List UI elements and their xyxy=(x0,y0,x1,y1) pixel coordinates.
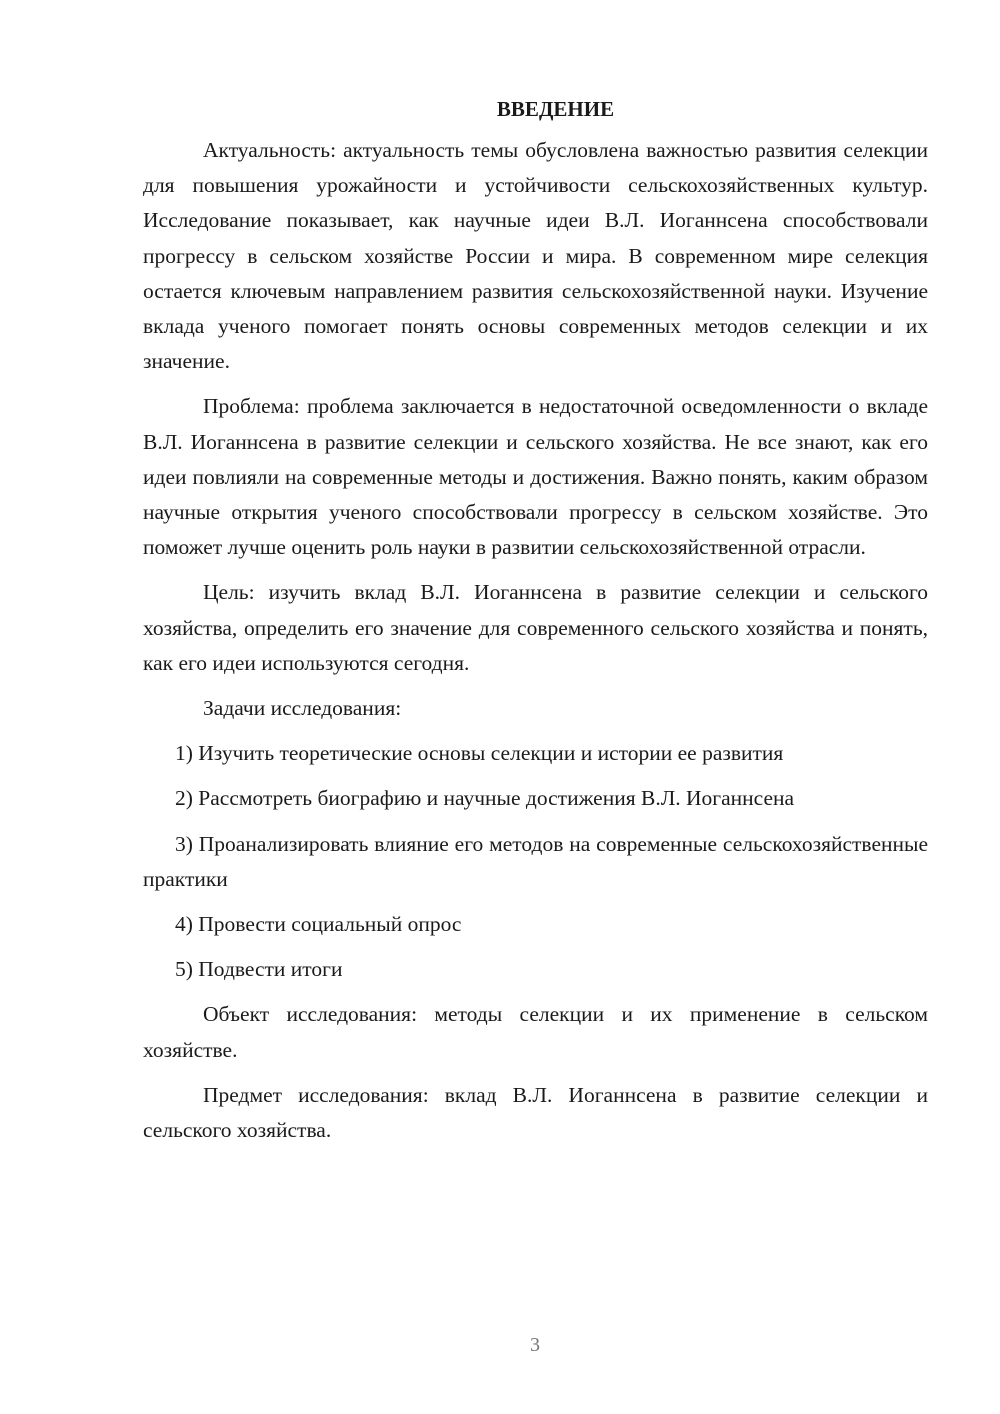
task-item: 5) Подвести итоги xyxy=(175,957,343,982)
paragraph-tasks-heading: Задачи исследования: xyxy=(203,696,402,721)
paragraph-goal: Цель: изучить вклад В.Л. Иоганнсена в развитие селекции и сельского хозяйства, определить его значение для современного сельского хозяйства и понять, как его идеи используются сегодня. xyxy=(143,580,928,675)
paragraph-subject: Предмет исследования: вклад В.Л. Иоганнсена в развитие селекции и сельского хозяйства. xyxy=(143,1082,928,1143)
paragraph-object: Объект исследования: методы селекции и их применение в сельском хозяйстве. xyxy=(143,1002,928,1062)
paragraph-problem: Проблема: проблема заключается в недостаточной осведомленности о вкладе В.Л. Иоганнсена в развитие селекции и сельского хозяйства. Не все знают, как его идеи повлияли на современные методы и достижения. Важно понять, каким образом научные открытия ученого способствовали прогрессу в сельском хозяйстве. Это поможет лучше оценить роль науки в развитии сельскохозяйственной отрасли. xyxy=(143,394,928,560)
paragraph-relevance: Актуальность: актуальность темы обусловлена важностью развития селекции для повышения урожайности и устойчивости сельскохозяйственных культур. Исследование показывает, как научные идеи В.Л. Иоганнсена способствовали прогрессу в сельском хозяйстве России и мира. В современном мире селекция остается ключевым направлением развития сельскохозяйственной науки. Изучение вклада ученого помогает понять основы современных методов селекции и их значение. xyxy=(143,138,928,374)
task-item: 2) Рассмотреть биографию и научные достижения В.Л. Иоганнсена xyxy=(175,786,795,811)
task-item: 3) Проанализировать влияние его методов на современные сельскохозяйственные практики xyxy=(143,831,928,891)
document-body xyxy=(143,92,928,1158)
page-number: 3 xyxy=(530,1334,540,1356)
section-title: ВВЕДЕНИЕ xyxy=(496,97,615,121)
task-item: 4) Провести социальный опрос xyxy=(175,912,462,937)
task-item: 1) Изучить теоретические основы селекции и истории ее развития xyxy=(175,741,784,766)
